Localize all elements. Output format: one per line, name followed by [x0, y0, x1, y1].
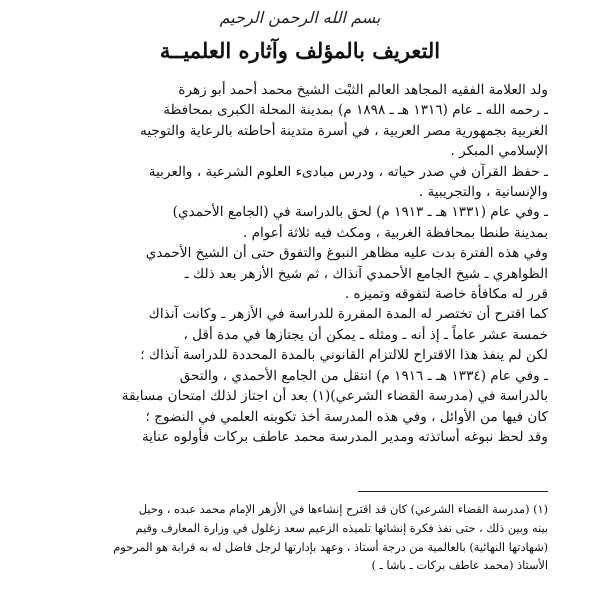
- body-line: ـ وفي عام (١٣٣١ هـ ـ ١٩١٣ م) لحق بالدراسة في (الجامع الأحمدي): [172, 204, 548, 221]
- footnote-divider: [358, 491, 548, 492]
- body-line: لكن لم ينفذ هذا الاقتراح للالتزام القانوني بالمدة المحددة للدراسة آنذاك ؛: [140, 347, 548, 364]
- body-line: والإنسانية ، والتجريبية .: [418, 184, 548, 201]
- body-line: بالدراسة في (مدرسة القضاء الشرعي)(١) بعد أن اجتاز لذلك امتحان مسابقة: [121, 388, 548, 405]
- body-line: ـ حفظ القرآن في صدر حياته ، ودرس مبادىء العلوم الشرعية ، والعربية: [148, 163, 548, 180]
- body-line: ولد العلامة الفقيه المجاهد العالم الثبْت الشيخ محمد أحمد أبو زهرة: [178, 82, 548, 98]
- page-title: التعريف بالمؤلف وآثاره العلميــة: [159, 38, 441, 63]
- basmala-heading: بسم الله الرحمن الرحيم: [219, 8, 381, 27]
- body-line: بمدينة طنطا بمحافظة الغربية ، ومكث فيه ثلاثة أعوام .: [242, 224, 548, 241]
- body-line: وفي هذه الفترة بدت عليه مظاهر النبوغ والتفوق حتى أن الشيخ الأحمدي: [145, 245, 548, 262]
- footnote-line: (١) (مدرسة القضاء الشرعي) كان قد اقترح إنشاءها في الأزهر الإمام محمد عبده ، وحيل: [138, 503, 548, 516]
- body-line: وقد لحظ نبوغه أساتذته ومدير المدرسة محمد عاطف بركات فأولوه عناية: [141, 428, 548, 445]
- body-line: كما اقترح أن تختصر له المدة المقررة للدراسة في الأزهر ـ وكانت آنذاك: [148, 306, 548, 323]
- footnote-line: الأستاذ (محمد عاطف بركات ـ باشا ـ ): [371, 559, 548, 573]
- body-line: الظواهري ـ شيخ الجامع الأحمدي آنذاك ، ثم شيخ الأزهر بعد ذلك ـ: [184, 265, 548, 282]
- body-line: كان فيها من الأوائل ، وفي هذه المدرسة أخذ تكوينه العلمي في النضوج ؛: [145, 408, 548, 425]
- body-line: خمسة عشر عاماً ـ إذ أنه ـ ومثله ـ يمكن أن يجتازها في مدة أقل ،: [183, 326, 548, 343]
- footnote-line: (شهادتها النهائية) بالعالمية من درجة أستاذ ، وعهد بإدارتها لرجل فاضل له به قرابة هو المرحوم: [113, 540, 548, 554]
- footnotes: [52, 501, 548, 576]
- body-line: الإسلامي المبكر .: [450, 143, 548, 160]
- body-line: ـ رحمه الله ـ عام (١٣١٦ هـ ـ ١٨٩٨ م) بمدينة المحلة الكبرى بمحافظة: [163, 102, 548, 119]
- footnote-line: بينه وبين ذلك ، حتى نفذ فكرة إنشائها تلميذه الزعيم سعد زغلول في وزارة المعارف وقيم: [135, 521, 548, 535]
- body-line: الغربية بجمهورية مصر العربية ، في أسرة متدينة أحاطته بالرعاية والتوجيه: [140, 122, 548, 139]
- body-line: ـ وفي عام (١٣٣٤ هـ ـ ١٩١٦ م) انتقل من الجامع الأحمدي ، والتحق: [179, 367, 548, 384]
- body-text: [52, 80, 548, 447]
- body-line: قرر له مكافأة خاصة لتفوقه وتميزه .: [344, 286, 548, 303]
